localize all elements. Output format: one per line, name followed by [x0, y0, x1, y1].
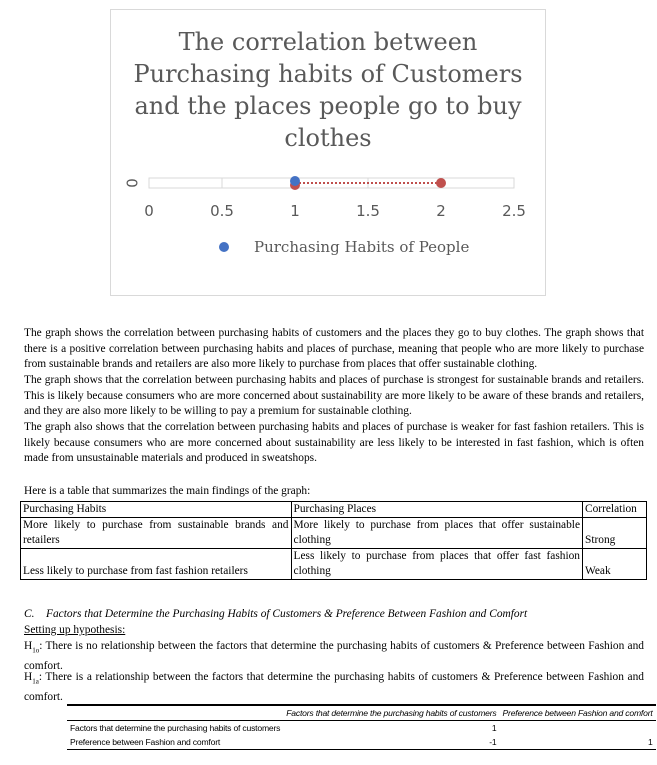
x-tick-label: 1.5 — [356, 202, 380, 220]
matrix-corner — [67, 705, 283, 721]
table-row — [21, 518, 647, 549]
scatter-chart — [110, 9, 546, 296]
x-tick-label: 1 — [290, 202, 300, 220]
chart-plot — [111, 10, 547, 297]
table-cell: More likely to purchase from sustainable brands and retailers — [21, 518, 292, 549]
matrix-row-label: Preference between Fashion and comfort — [67, 735, 283, 750]
data-point — [290, 176, 300, 186]
matrix-row-label: Factors that determine the purchasing habits of customers — [70, 723, 281, 733]
x-tick-label: 2 — [436, 202, 446, 220]
matrix-col-header: Preference between Fashion and comfort — [500, 705, 656, 721]
h1-subscript: 1a — [32, 677, 39, 686]
y-tick-label: 0 — [122, 178, 141, 188]
h0-subscript: 1o — [32, 646, 40, 655]
x-tick-label: 2.5 — [502, 202, 526, 220]
table-cell: More likely to purchase from places that offer sustainable clothing — [291, 518, 582, 549]
h0-text: : There is no relationship between the factors that determine the purchasing habits of customers & Preference between Fashion and comfort. — [24, 640, 644, 672]
h1-label: H — [24, 671, 33, 683]
x-tick-label: 0.5 — [210, 202, 234, 220]
matrix-row — [67, 735, 656, 750]
paragraph-2: The graph shows that the correlation between purchasing habits and places of purchase is strongest for sustainable brands and retailers. This is likely because consumers who are more concerned about sustainability are more likely to be aware of these brands and retailers, and they are also more likely to be willing to pay a premium for sustainable clothing. — [24, 374, 644, 418]
header-purchasing-places: Purchasing Places — [291, 502, 582, 518]
x-tick-label: 0 — [144, 202, 154, 220]
legend-label: Purchasing Habits of People — [254, 238, 470, 256]
matrix-col-header: Factors that determine the purchasing habits of customers — [283, 705, 499, 721]
hypothesis-heading: Setting up hypothesis: — [24, 624, 126, 636]
paragraph-3: The graph also shows that the correlation between purchasing habits and places of purchase is weaker for fast fashion retailers. This is likely because consumers who are more concerned about sustainability are less likely to be interested in fast fashion, which is often made from unsustainable materials and produced in sweatshops. — [24, 421, 644, 465]
matrix-cell: -1 — [283, 735, 499, 750]
table-header-row — [21, 502, 647, 518]
alternative-hypothesis — [24, 670, 644, 705]
section-title: Factors that Determine the Purchasing Habits of Customers & Preference Between Fashion and Comfort — [46, 608, 528, 620]
matrix-cell: 1 — [500, 735, 656, 750]
paragraph-1: The graph shows the correlation between purchasing habits of customers and the places they go to buy clothes. The graph shows that there is a positive correlation between purchasing habits and places of purchase, meaning that people who are more likely to purchase from sustainable brands and retailers are also more likely to purchase from places that offer sustainable clothing. — [24, 327, 644, 371]
matrix-row — [67, 721, 656, 736]
table-intro: Here is a table that summarizes the main findings of the graph: — [24, 485, 311, 497]
section-number: C. — [24, 608, 35, 620]
header-purchasing-habits: Purchasing Habits — [21, 502, 292, 518]
matrix-cell: 1 — [491, 723, 497, 733]
chart-title: The correlation between Purchasing habits of Customers and the places people go to buy clothes — [133, 28, 523, 152]
table-cell: Less likely to purchase from fast fashion retailers — [21, 549, 292, 580]
matrix-cell — [500, 721, 656, 736]
table-row — [21, 549, 647, 580]
table-cell: Less likely to purchase from places that offer fast fashion clothing — [291, 549, 582, 580]
header-correlation: Correlation — [583, 502, 647, 518]
h1-text: : There is a relationship between the factors that determine the purchasing habits of customers & Preference between Fashion and comfort. — [24, 671, 644, 703]
findings-table — [20, 501, 647, 580]
data-point — [436, 178, 446, 188]
section-heading — [24, 608, 527, 620]
table-cell: Weak — [583, 549, 647, 580]
table-cell: Strong — [583, 518, 647, 549]
matrix-header-row — [67, 705, 656, 721]
h0-label: H — [24, 640, 33, 652]
correlation-matrix — [67, 704, 656, 750]
legend-marker — [219, 242, 229, 252]
